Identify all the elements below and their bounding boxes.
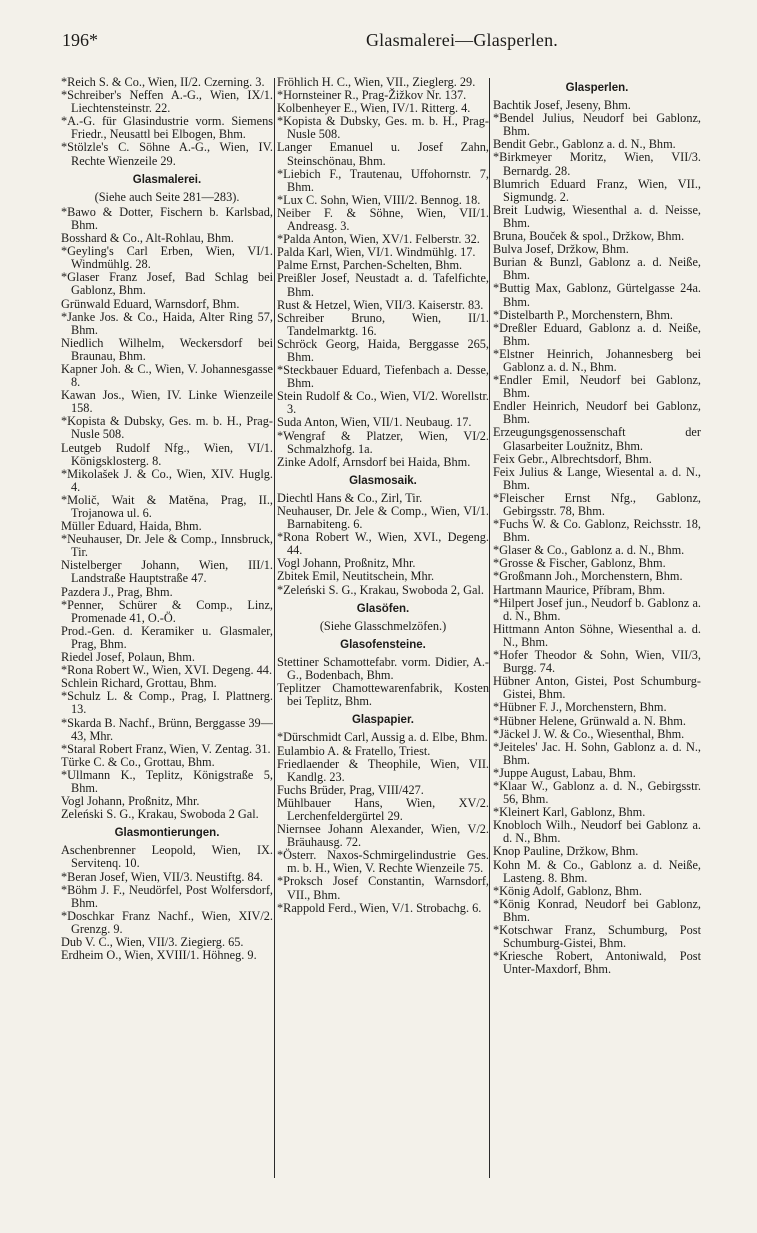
directory-entry: Türke C. & Co., Grottau, Bhm.	[61, 754, 215, 769]
directory-entry: *Glaser & Co., Gablonz a. d. N., Bhm.	[493, 543, 685, 558]
directory-entry: *Elstner Heinrich, Johannesberg bei Gablonz a. d. N., Bhm.	[493, 346, 701, 374]
directory-entry: *Bawo & Dotter, Fischern b. Karlsbad, Bhm.	[61, 204, 273, 232]
directory-entry: *Schulz L. & Comp., Prag, I. Plattnerg. 13.	[61, 689, 273, 717]
section-heading: Glaspapier.	[351, 714, 414, 727]
directory-entry: Vogl Johann, Proßnitz, Mhr.	[61, 794, 200, 809]
directory-entry: *Geyling's Carl Erben, Wien, VI/1. Windmühlg. 28.	[61, 244, 273, 272]
directory-entry: *Dürschmidt Carl, Aussig a. d. Elbe, Bhm.	[277, 730, 488, 745]
directory-entry: *Skarda B. Nachf., Brünn, Berggasse 39—43, Mhr.	[61, 715, 273, 743]
directory-entry: Bulva Josef, Držkow, Bhm.	[493, 242, 629, 257]
directory-entry: *Jäckel J. W. & Co., Wiesenthal, Bhm.	[493, 726, 685, 741]
section-heading: Glasöfen.	[356, 602, 410, 615]
column-middle	[277, 76, 489, 1226]
directory-entry: Riedel Josef, Polaun, Bhm.	[61, 650, 195, 665]
directory-entry: *Jeiteles' Jac. H. Sohn, Gablonz a. d. N., Bhm.	[493, 739, 701, 767]
directory-entry: *A.-G. für Glasindustrie vorm. Siemens Friedr., Neusattl bei Elbogen, Bhm.	[61, 114, 273, 142]
directory-entry: Breit Ludwig, Wiesenthal a. d. Neisse, Bhm.	[493, 202, 701, 230]
directory-entry: *Kriesche Robert, Antoniwald, Post Unter-Maxdorf, Bhm.	[493, 949, 701, 977]
directory-entry: Vogl Johann, Proßnitz, Mhr.	[277, 556, 416, 571]
directory-entry: Grünwald Eduard, Warnsdorf, Bhm.	[61, 296, 240, 311]
directory-entry: *Österr. Naxos-Schmirgelindustrie Ges. m. b. H., Wien, V. Rechte Wienzeile 75.	[277, 848, 489, 876]
directory-entry: Pazdera J., Prag, Bhm.	[61, 584, 173, 599]
directory-entry: *Palda Anton, Wien, XV/1. Felberstr. 32.	[277, 232, 480, 247]
directory-entry: *Neuhauser, Dr. Jele & Comp., Innsbruck, Tir.	[61, 532, 273, 560]
directory-entry: *Doschkar Franz Nachf., Wien, XIV/2. Grenzg. 9.	[61, 908, 273, 936]
directory-entry: Hübner Anton, Gistei, Post Schumburg-Gistei, Bhm.	[493, 674, 701, 702]
directory-entry: *Janke Jos. & Co., Haida, Alter Ring 57, Bhm.	[61, 309, 273, 337]
directory-entry: Kolbenheyer E., Wien, IV/1. Ritterg. 4.	[277, 101, 471, 116]
directory-entry: *Endler Emil, Neudorf bei Gablonz, Bhm.	[493, 373, 701, 401]
directory-entry: *Penner, Schürer & Comp., Linz, Promenade 41, O.-Ö.	[61, 597, 273, 625]
directory-entry: Zbitek Emil, Neutitschein, Mhr.	[277, 569, 435, 584]
directory-entry: Aschenbrenner Leopold, Wien, IX. Servitenq. 10.	[61, 843, 273, 871]
directory-entry: Dub V. C., Wien, VII/3. Ziegierg. 65.	[61, 935, 244, 949]
directory-entry: Stein Rudolf & Co., Wien, VI/2. Worellstr. 3.	[277, 389, 489, 417]
directory-entry: *Lux C. Sohn, Wien, VIII/2. Bennog. 18.	[277, 192, 481, 207]
directory-entry: *Kotschwar Franz, Schumburg, Post Schumburg-Gistei, Bhm.	[493, 923, 701, 951]
directory-entry: *Hilpert Josef jun., Neudorf b. Gablonz a. d. N., Bhm.	[493, 595, 701, 623]
directory-entry: Schröck Georg, Haida, Berggasse 265, Bhm.	[277, 336, 489, 364]
cross-reference-note: (Siehe auch Seite 281—283).	[94, 189, 240, 204]
page-number: 196*	[62, 30, 98, 50]
directory-entry: *Wengraf & Platzer, Wien, VI/2. Schmalzhofg. 1a.	[277, 428, 489, 456]
directory-entry: Knobloch Wilh., Neudorf bei Gablonz a. d. N., Bhm.	[493, 818, 701, 846]
directory-entry: Preißler Josef, Neustadt a. d. Tafelfichte, Bhm.	[277, 271, 489, 299]
section-heading: Glasmosaik.	[349, 474, 417, 487]
directory-entry: *Grosse & Fischer, Gablonz, Bhm.	[493, 556, 666, 571]
directory-entry: *Bendel Julius, Neudorf bei Gablonz, Bhm.	[493, 111, 701, 139]
directory-entry: Knop Pauline, Držkow, Bhm.	[493, 844, 639, 859]
directory-entry: *Birkmeyer Moritz, Wien, VII/3. Bernardg. 28.	[493, 150, 701, 178]
directory-entry: Eulambio A. & Fratello, Triest.	[277, 743, 431, 758]
directory-entry: *Molič, Wait & Matěna, Prag, II., Trojanowa ul. 6.	[61, 492, 273, 520]
directory-entry: *Hübner F. J., Morchenstern, Bhm.	[493, 700, 667, 715]
directory-entry: *Klaar W., Gablonz a. d. N., Gebirgsstr. 56, Bhm.	[493, 778, 701, 807]
directory-entry: Schreiber Bruno, Wien, II/1. Tandelmarktg. 16.	[277, 310, 489, 338]
directory-entry: *Hübner Helene, Grünwald a. N. Bhm.	[493, 713, 686, 728]
directory-entry: *Dreßler Eduard, Gablonz a. d. Neiße, Bhm.	[493, 320, 701, 348]
directory-entry: Niedlich Wilhelm, Weckersdorf bei Braunau, Bhm.	[61, 335, 273, 363]
directory-entry: *König Konrad, Neudorf bei Gablonz, Bhm.	[493, 896, 701, 924]
directory-entry: *Hofer Theodor & Sohn, Wien, VII/3, Burgg. 74.	[493, 648, 701, 676]
directory-entry: Leutgeb Rudolf Nfg., Wien, VI/1. Königsklosterg. 8.	[61, 440, 273, 468]
directory-entry: *Staral Robert Franz, Wien, V. Zentag. 31.	[61, 741, 271, 756]
directory-entry: Hittmann Anton Söhne, Wiesenthal a. d. N., Bhm.	[493, 621, 701, 649]
directory-entry: Bruna, Bouček & spol., Držkow, Bhm.	[493, 229, 685, 244]
directory-entry: Blumrich Eduard Franz, Wien, VII., Sigmundg. 2.	[493, 176, 701, 204]
directory-entry: Kapner Joh. & C., Wien, V. Johannesgasse 8.	[61, 361, 273, 390]
directory-entry: Stettiner Schamottefabr. vorm. Didier, A.-G., Bodenbach, Bhm.	[277, 654, 489, 683]
directory-entry: *Stölzle's C. Söhne A.-G., Wien, IV. Rechte Wienzeile 29.	[61, 140, 273, 168]
section-heading: Glasmontierungen.	[114, 827, 220, 840]
directory-entry: *Großmann Joh., Morchenstern, Bhm.	[493, 569, 683, 584]
directory-entry: *Mikolašek J. & Co., Wien, XIV. Huglg. 4.	[61, 466, 273, 494]
directory-entry: *Zeleński S. G., Krakau, Swoboda 2, Gal.	[277, 582, 484, 597]
directory-entry: Kohn M. & Co., Gablonz a. d. Neiße, Lasteng. 8. Bhm.	[493, 857, 701, 885]
directory-entry: Feix Gebr., Albrechtsdorf, Bhm.	[493, 451, 652, 466]
directory-entry: Fuchs Brüder, Prag, VIII/427.	[277, 782, 424, 797]
directory-entry: Langer Emanuel u. Josef Zahn, Steinschönau, Bhm.	[277, 140, 489, 168]
column-divider	[274, 78, 275, 1178]
directory-entry: Burian & Bunzl, Gablonz a. d. Neiße, Bhm.	[493, 255, 701, 283]
section-heading: Glasofensteine.	[340, 638, 426, 651]
section-heading: Glasmalerei.	[132, 173, 202, 186]
directory-entry: Diechtl Hans & Co., Zirl, Tir.	[277, 490, 423, 505]
directory-entry: *Kopista & Dubsky, Ges. m. b. H., Prag-Nusle 508.	[61, 414, 273, 442]
directory-entry: *Reich S. & Co., Wien, II/2. Czerning. 3.	[61, 76, 265, 89]
column-left	[61, 76, 273, 1226]
directory-entry: *König Adolf, Gablonz, Bhm.	[493, 883, 642, 898]
directory-entry: *Böhm J. F., Neudörfel, Post Wolfersdorf, Bhm.	[61, 882, 273, 910]
column-divider	[489, 78, 490, 1178]
cross-reference-note: (Siehe Glasschmelzöfen.)	[319, 618, 447, 633]
running-title: Glasmalerei—Glasperlen.	[365, 30, 559, 50]
directory-entry: Prod.-Gen. d. Keramiker u. Glasmaler, Prag, Bhm.	[61, 623, 273, 651]
directory-entry: Rust & Hetzel, Wien, VII/3. Kaiserstr. 83.	[277, 297, 484, 312]
directory-entry: *Buttig Max, Gablonz, Gürtelgasse 24a. Bhm.	[493, 281, 701, 309]
directory-entry: *Kleinert Karl, Gablonz, Bhm.	[493, 805, 646, 820]
directory-entry: Endler Heinrich, Neudorf bei Gablonz, Bhm.	[493, 399, 701, 427]
directory-entry: Mühlbauer Hans, Wien, XV/2. Lerchenfeldergürtel 29.	[277, 795, 489, 823]
directory-entry: *Hornsteiner R., Prag-Žižkov Nr. 137.	[277, 88, 467, 103]
directory-entry: Neuhauser, Dr. Jele & Comp., Wien, VI/1. Barnabiteng. 6.	[277, 504, 489, 532]
directory-entry: *Ullmann K., Teplitz, Königstraße 5, Bhm.	[61, 767, 273, 795]
directory-entry: Friedlaender & Theophile, Wien, VII. Kandlg. 23.	[277, 756, 489, 784]
directory-entry: *Beran Josef, Wien, VII/3. Neustiftg. 84.	[61, 869, 263, 884]
directory-entry: Bachtik Josef, Jeseny, Bhm.	[493, 98, 631, 113]
page-header	[62, 30, 752, 60]
directory-entry: Feix Julius & Lange, Wiesental a. d. N., Bhm.	[493, 464, 701, 492]
directory-entry: Palda Karl, Wien, VI/1. Windmühlg. 17.	[277, 245, 476, 260]
directory-entry: Niernsee Johann Alexander, Wien, V/2. Bräuhausg. 72.	[277, 822, 489, 850]
directory-entry: *Juppe August, Labau, Bhm.	[493, 765, 636, 780]
directory-entry: Kawan Jos., Wien, IV. Linke Wienzeile 158.	[61, 388, 273, 416]
directory-entry: *Distelbarth P., Morchenstern, Bhm.	[493, 307, 673, 322]
directory-entry: *Steckbauer Eduard, Tiefenbach a. Desse, Bhm.	[277, 363, 489, 391]
directory-entry: Bendit Gebr., Gablonz a. d. N., Bhm.	[493, 137, 676, 152]
directory-entry: *Fleischer Ernst Nfg., Gablonz, Gebirgsstr. 78, Bhm.	[493, 490, 701, 518]
directory-entry: *Glaser Franz Josef, Bad Schlag bei Gablonz, Bhm.	[61, 270, 273, 298]
directory-entry: Bosshard & Co., Alt-Rohlau, Bhm.	[61, 231, 234, 246]
column-right	[493, 76, 701, 1226]
directory-entry: Hartmann Maurice, Příbram, Bhm.	[493, 582, 666, 597]
directory-entry: Nistelberger Johann, Wien, III/1. Landstraße Hauptstraße 47.	[61, 558, 273, 586]
directory-entry: Erzeugungsgenossenschaft der Glasarbeiter Loužnitz, Bhm.	[493, 425, 701, 453]
directory-entry: Müller Eduard, Haida, Bhm.	[61, 519, 202, 534]
directory-entry: *Rappold Ferd., Wien, V/1. Strobachg. 6.	[277, 900, 482, 915]
directory-entry: *Fuchs W. & Co. Gablonz, Reichsstr. 18, Bhm.	[493, 517, 701, 545]
directory-entry: Neiber F. & Söhne, Wien, VII/1. Andreasg. 3.	[277, 205, 489, 234]
directory-entry: *Schreiber's Neffen A.-G., Wien, IX/1. Liechtensteinstr. 22.	[61, 88, 273, 116]
directory-entry: *Rona Robert W., Wien, XVI. Degeng. 44.	[61, 663, 273, 678]
directory-entry: Schlein Richard, Grottau, Bhm.	[61, 676, 217, 691]
directory-entry: Suda Anton, Wien, VII/1. Neubaug. 17.	[277, 415, 472, 430]
directory-entry: *Proksch Josef Constantin, Warnsdorf, VII., Bhm.	[277, 874, 489, 902]
directory-entry: Palme Ernst, Parchen-Schelten, Bhm.	[277, 258, 463, 273]
directory-entry: *Liebich F., Trautenau, Uffohornstr. 7, Bhm.	[277, 166, 489, 194]
directory-entry: *Kopista & Dubsky, Ges. m. b. H., Prag-Nusle 508.	[277, 114, 489, 142]
directory-entry: Zeleński S. G., Krakau, Swoboda 2 Gal.	[61, 807, 259, 822]
section-heading: Glasperlen.	[565, 82, 629, 94]
directory-entry: Teplitzer Chamottewarenfabrik, Kosten bei Teplitz, Bhm.	[277, 681, 489, 709]
directory-entry: Erdheim O., Wien, XVIII/1. Höhneg. 9.	[61, 948, 257, 963]
directory-entry: Fröhlich H. C., Wien, VII., Zieglerg. 29.	[277, 76, 476, 89]
directory-entry: Zinke Adolf, Arnsdorf bei Haida, Bhm.	[277, 454, 471, 469]
directory-entry: *Rona Robert W., Wien, XVI., Degeng. 44.	[277, 530, 489, 558]
